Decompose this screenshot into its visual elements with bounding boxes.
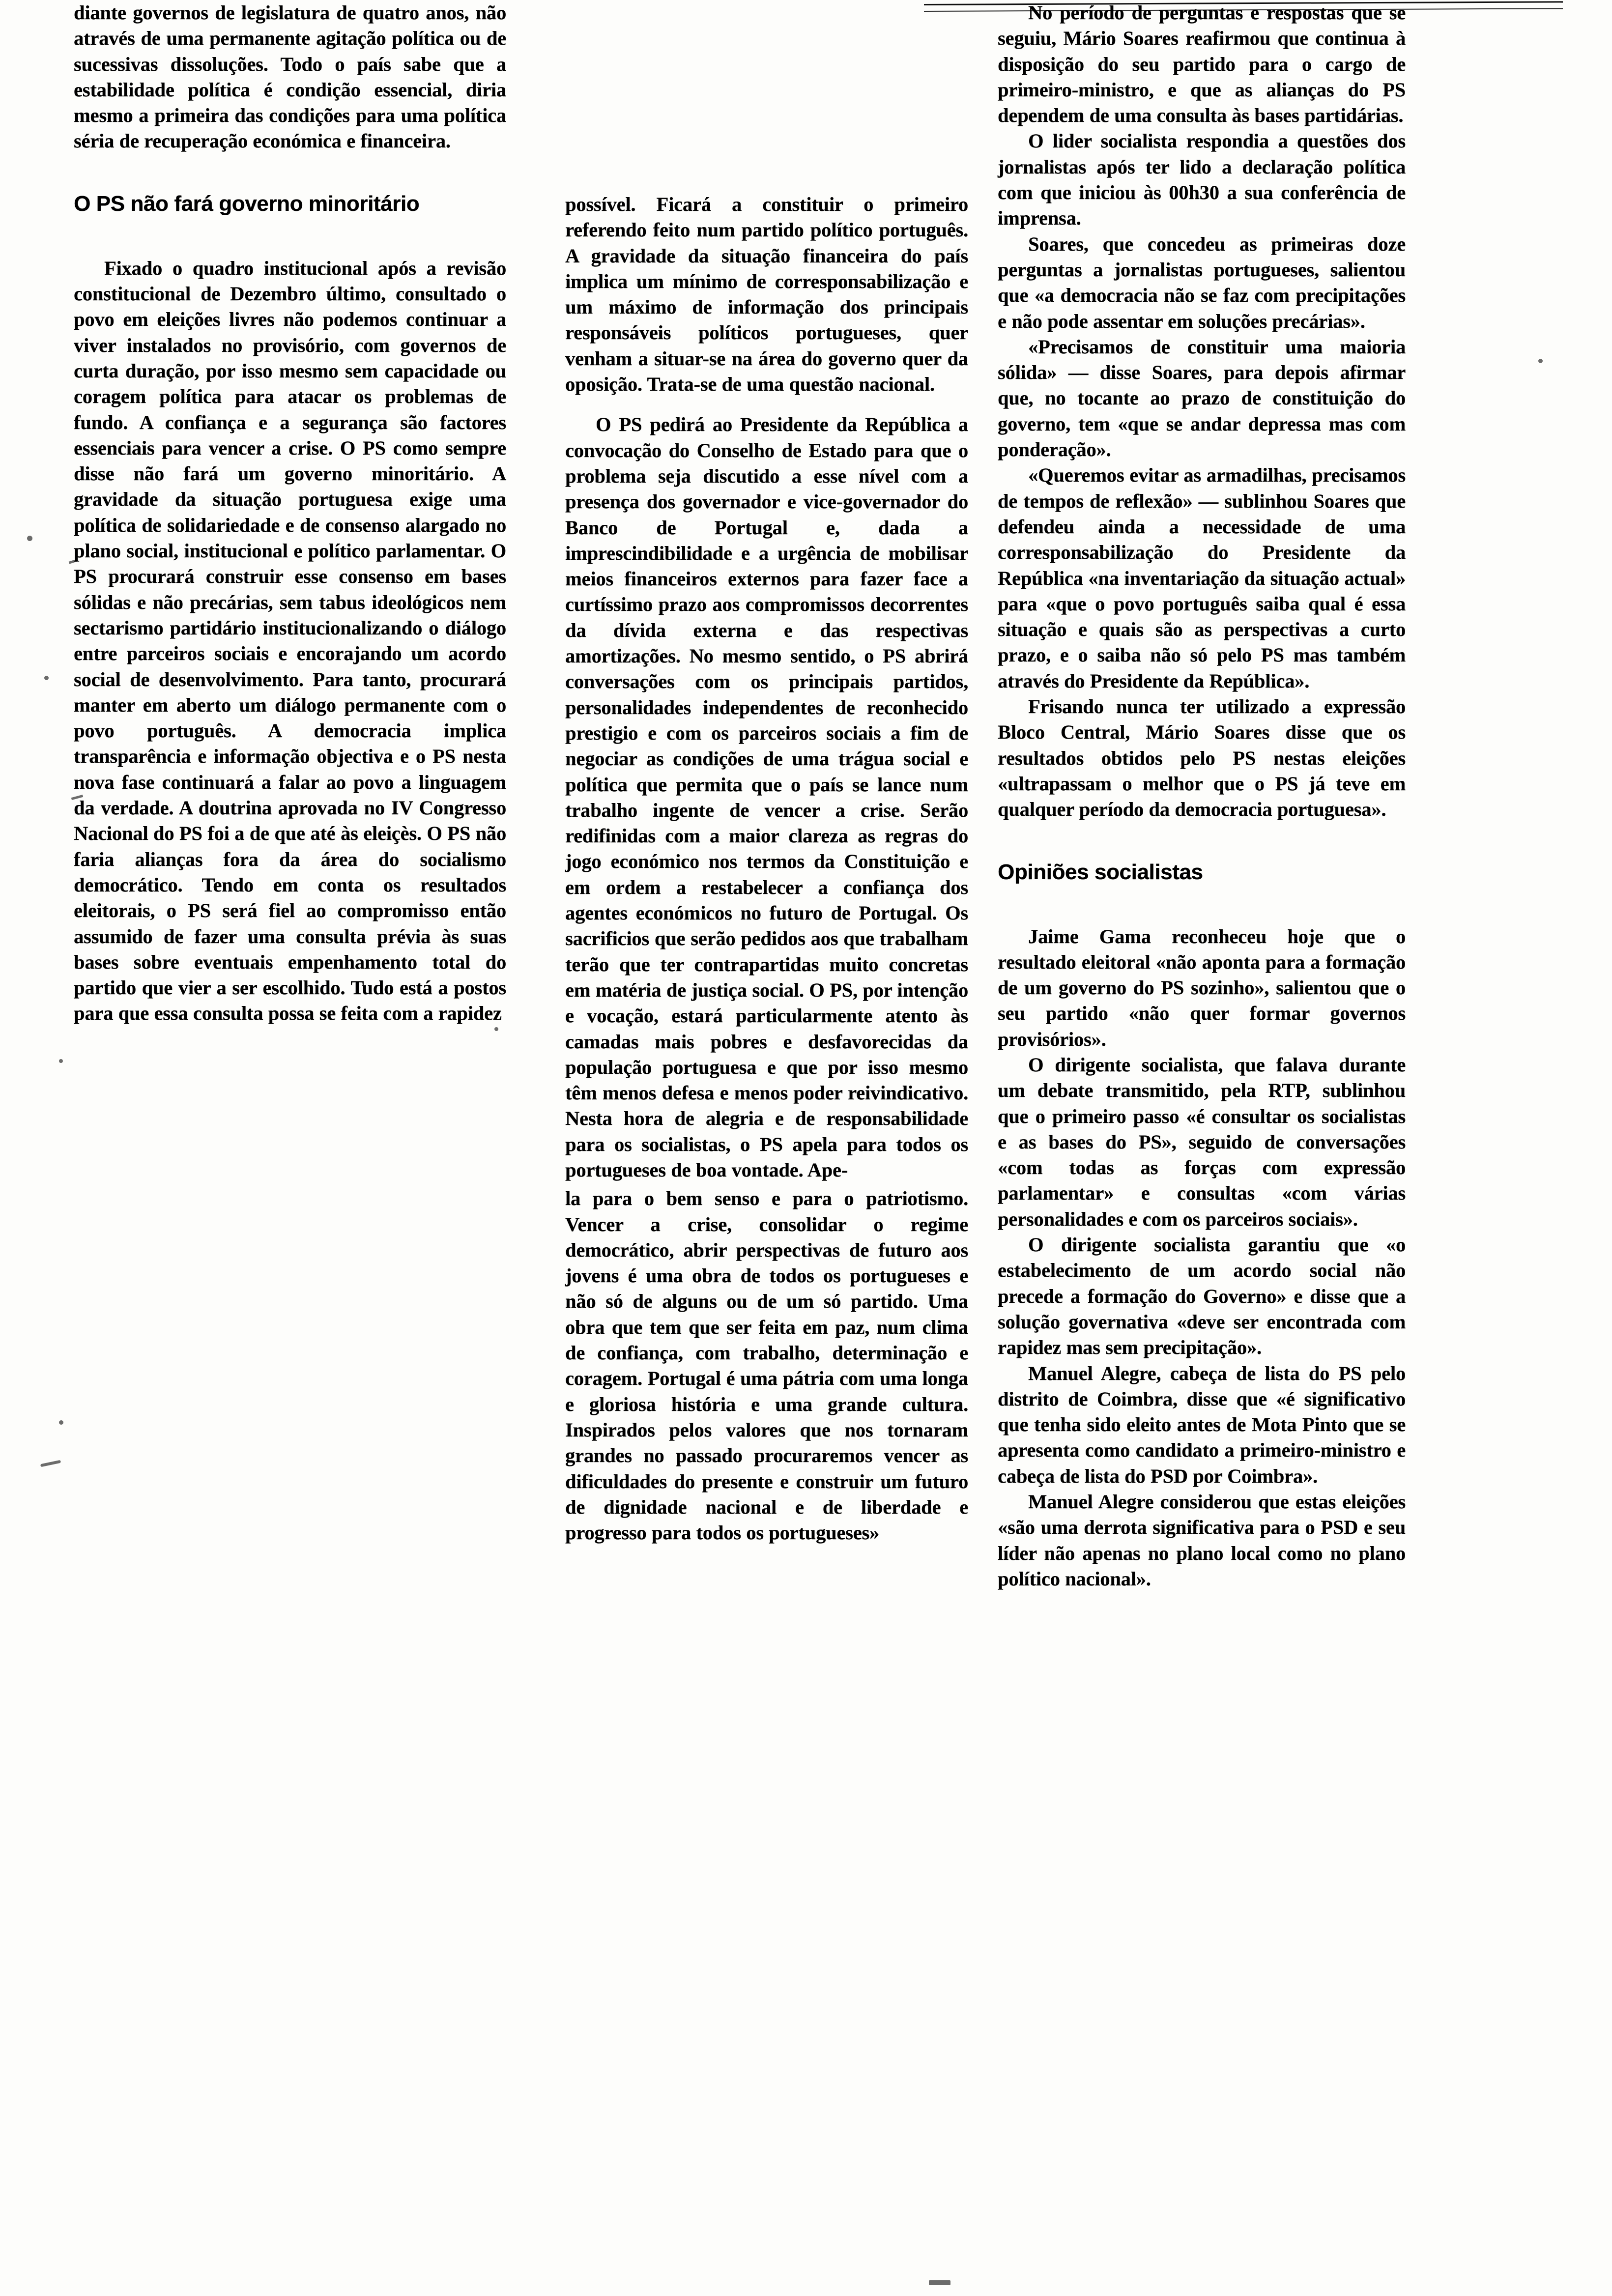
paragraph: No período de perguntas e respostas que se seguiu, Mário Soares reafirmou que continua à disposição do seu partido para o cargo de primeiro-ministro, e que as alianças do PS dependem de uma consulta às bases partidárias. — [998, 1, 1406, 127]
paragraph: Jaime Gama reconheceu hoje que o resultado eleitoral «não aponta para a formação de um governo do PS sozinho», salientou que o seu partido «não quer formar governos provisórios». — [998, 925, 1406, 1050]
spacer — [74, 217, 506, 256]
scan-speck — [44, 676, 49, 680]
paragraph: diante governos de legislatura de quatro anos, não através de uma permanente agitação política ou de sucessivas dissoluções. Todo o país sabe que a estabilidade política é condição essencial, diria mesmo a primeira das condições para uma política séria de recuperação económica e financeira. — [74, 1, 506, 152]
section-subhead-opinioes-socialistas: Opiniões socialistas — [998, 860, 1203, 884]
paragraph: Frisando nunca ter utilizado a expressão Bloco Central, Mário Soares disse que os resultados obtidos pelo PS nestas eleições «ultrapassam o melhor que o PS já teve em qualquer período da democracia portuguesa». — [998, 695, 1406, 821]
paragraph: Manuel Alegre, cabeça de lista do PS pelo distrito de Coimbra, disse que «é significativo que tenha sido eleito antes de Mota Pinto que se apresenta como candidato a primeiro-ministro e cabeça de lista do PSD por Coimbra». — [998, 1362, 1406, 1487]
paragraph: O dirigente socialista garantiu que «o estabelecimento de um acordo social não precede a formação do Governo» e disse que a solução governativa «deve ser encontrada com rapidez mas sem precipitação». — [998, 1234, 1406, 1359]
spacer — [74, 154, 506, 191]
scan-speck — [27, 536, 32, 541]
paragraph: Fixado o quadro institucional após a revisão constitucional de Dezembro último, consultado o povo em eleições livres não podemos continuar a viver instalados no provisório, com governos de curta duração, por isso mesmo sem capacidade ou coragem política para atacar os problemas de fundo. A confiança e a segurança são factores essenciais para vencer a crise. O PS como sempre disse não fará um governo minoritário. A gravidade da situação portuguesa exige uma política de solidariedade e de consenso alargado no plano social, institucional e político parlamentar. O PS procurará construir esse consenso em bases sólidas e não precárias, sem tabus ideológicos nem sectarismo partidário institucionalizando o diálogo entre parceiros sociais e encorajando um acordo social de desenvolvimento. Para tanto, procurará manter em aberto um diálogo permanente com o povo português. A democracia implica transparência e informação objectiva e o PS nesta nova fase continuará a falar ao povo a linguagem da verdade. A doutrina aprovada no IV Congresso Nacional do PS foi a de que até às eleiçès. O PS não faria alianças fora da área do socialismo democrático. Tendo em conta os resultados eleitorais, o PS será fiel ao compromisso então assumido de fazer uma consulta prévia às suas bases sobre eventuais empenhamento total do partido que vier a ser escolhido. Tudo está a postos para que essa consulta possa se feita com a rapidez — [74, 257, 506, 1025]
paragraph: «Precisamos de constituir uma maioria sólida» — disse Soares, para depois afirmar que, no tocante ao prazo de constituição do governo, tem «que se andar depressa mas com ponderação». — [998, 335, 1406, 461]
scan-mark — [40, 1460, 61, 1467]
column-3 — [998, 0, 1406, 1592]
paragraph: O PS pedirá ao Presidente da República a convocação do Conselho de Estado para que o problema seja discutido a esse nível com a presença dos governador e vice-governador do Banco de Portugal e, dada a imprescindibilidade e a urgência de mobilisar meios financeiros externos para fazer face a curtíssimo prazo aos compromissos decorrentes da dívida externa e das respectivas amortizações. No mesmo sentido, o PS abrirá conversações com os principais partidos, personalidades independentes de reconhecido prestigio e com os parceiros sociais a fim de negociar as condições de uma trágua social e política que permita que o país se lance num trabalho ingente de vencer a crise. Serão redifinidas com a maior clareza as regras do jogo económico nos termos da Constituição e em ordem a restabelecer a confiança dos agentes económicos no futuro de Portugal. Os sacrificios que serão pedidos aos que trabalham terão que ter contrapartidas muito concretas em matéria de justiça social. O PS, por intenção e vocação, estará particularmente atento às camadas mais pobres e desfavorecidas da população portuguesa e que por isso mesmo têm menos defesa e menos poder reivindicativo. Nesta hora de alegria e de responsabilidade para os socialistas, o PS apela para todos os portugueses de boa vontade. Ape- — [565, 413, 968, 1181]
spacer — [998, 886, 1406, 924]
scan-speck — [59, 1059, 63, 1063]
paragraph: O lider socialista respondia a questões dos jornalistas após ter lido a declaração política com que iniciou às 00h30 a sua conferência de imprensa. — [998, 130, 1406, 230]
column-2 — [565, 0, 968, 1546]
paragraph: O dirigente socialista, que falava durante um debate transmitido, pela RTP, sublinhou que o primeiro passo «é consultar os socialistas e as bases do PS», seguido de conversações «com todas as forças com expressão parlamentar» e consultas «com várias personalidades e com os parceiros sociais». — [998, 1053, 1406, 1230]
paragraph: Manuel Alegre considerou que estas eleições «são uma derrota significativa para o PSD e seu líder não apenas no plano local como no plano político nacional». — [998, 1491, 1406, 1590]
section-subhead-ps-nao-fara-governo-minoritario: O PS não fará governo minoritário — [74, 191, 420, 216]
scan-speck — [1538, 359, 1543, 363]
paragraph: Soares, que concedeu as primeiras doze perguntas a jornalistas portugueses, salientou que «a democracia não se faz com precipitações e não pode assentar em soluções precárias». — [998, 232, 1406, 332]
column-1 — [74, 0, 506, 1027]
paragraph: possível. Ficará a constituir o primeiro referendo feito num partido político português. A gravidade da situação financeira do país implica um mínimo de corresponsabilização e um máximo de informação dos principais responsáveis políticos portugueses, quer venham a situar-se na área do governo quer da oposição. Trata-se de uma questão nacional. — [565, 193, 968, 396]
spacer — [565, 397, 968, 412]
scan-speck — [59, 1420, 63, 1425]
paragraph: la para o bem senso e para o patriotismo. Vencer a crise, consolidar o regime democrático, abrir perspectivas de futuro aos jovens é uma obra de todos os portugueses e não só de alguns ou de um só partido. Uma obra que tem que ser feita em paz, num clima de confiança, com trabalho, determinação e coragem. Portugal é uma pátria com uma longa e gloriosa história e uma grande cultura. Inspirados pelos valores que nos tornaram grandes no passado procuraremos vencer as dificuldades do presente e construir um futuro de dignidade nacional e de liberdade e progresso para todos os portugueses» — [565, 1187, 968, 1544]
article-columns — [74, 0, 1538, 2296]
spacer — [998, 823, 1406, 859]
paragraph: «Queremos evitar as armadilhas, precisamos de tempos de reflexão» — sublinhou Soares que defendeu ainda a necessidade de uma corresponsabilização do Presidente da República «na inventariação da situação actual» para «que o povo português saiba qual é essa situação e quais são as perspectivas a curto prazo, e o saiba não só pelo PS mas também através do Presidente da República». — [998, 464, 1406, 692]
